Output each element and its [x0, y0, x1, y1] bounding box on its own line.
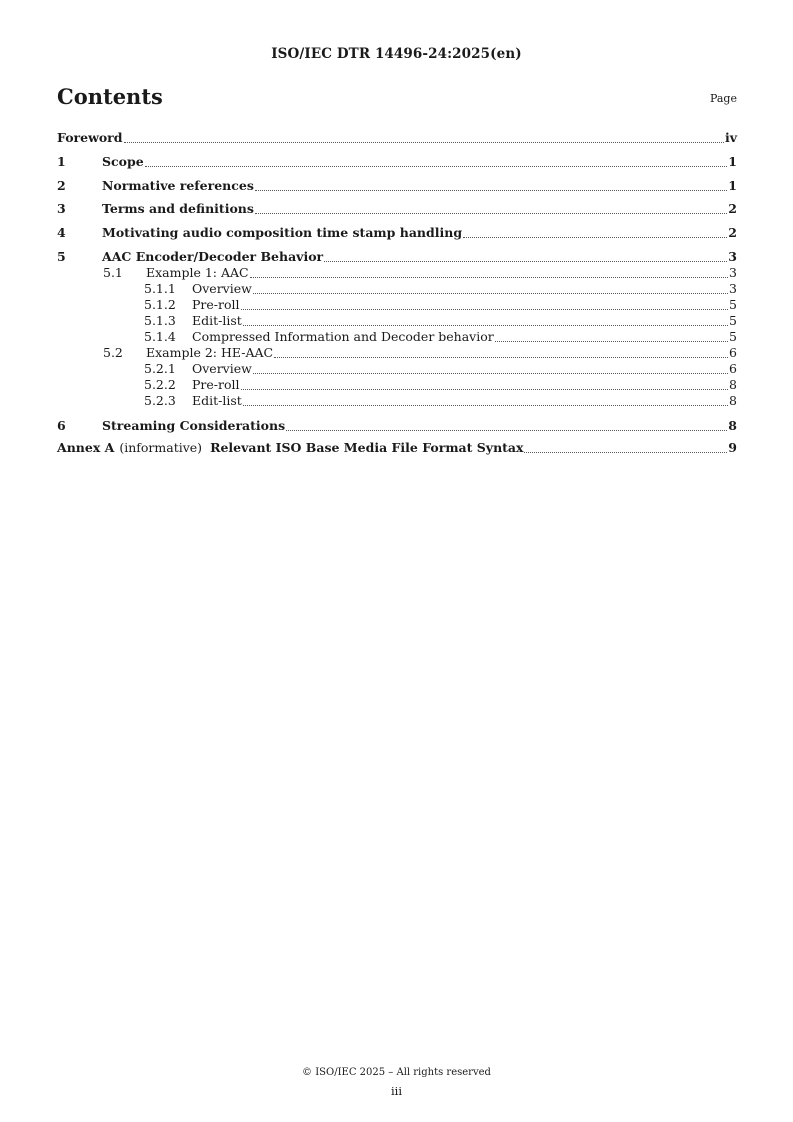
- toc-label: Pre-roll: [192, 377, 240, 392]
- toc-entry-aac-behavior[interactable]: [57, 249, 737, 265]
- toc-label: Overview: [192, 281, 252, 296]
- leader-dots: [255, 213, 727, 214]
- toc-number: 5.2.2: [144, 377, 176, 392]
- toc-page-number: 3: [729, 265, 737, 280]
- toc-page-number: 8: [729, 393, 737, 408]
- toc-label: Compressed Information and Decoder behavior: [192, 329, 494, 344]
- toc-label: Example 1: AAC: [146, 265, 249, 280]
- toc-number: 5.1: [103, 265, 123, 280]
- contents-title-row: [57, 84, 737, 114]
- toc-label: AAC Encoder/Decoder Behavior: [102, 249, 324, 264]
- toc-label: Motivating audio composition time stamp handling: [102, 225, 463, 240]
- leader-dots: [253, 373, 728, 374]
- leader-dots: [243, 325, 728, 326]
- toc-entry-5-1-2-pre-roll[interactable]: [57, 297, 737, 313]
- leader-dots: [253, 293, 728, 294]
- toc-number: 5.1.2: [144, 297, 176, 312]
- leader-dots: [324, 261, 727, 262]
- toc-page-number: 5: [729, 297, 737, 312]
- toc-number: 5.1.4: [144, 329, 176, 344]
- toc-number: 5.2: [103, 345, 123, 360]
- leader-dots: [241, 309, 729, 310]
- toc-label: Example 2: HE-AAC: [146, 345, 274, 360]
- toc-page-number: 6: [729, 345, 737, 360]
- toc-number: 5.2.3: [144, 393, 176, 408]
- toc-number: 5.1.1: [144, 281, 176, 296]
- page-title: Contents: [57, 84, 163, 109]
- leader-dots: [274, 357, 728, 358]
- toc-number: 1: [57, 154, 66, 169]
- leader-dots: [495, 341, 728, 342]
- toc-entry-motivating[interactable]: [57, 225, 737, 241]
- toc-label: Relevant ISO Base Media File Format Syntax: [210, 440, 524, 455]
- toc-page-number: 9: [728, 440, 737, 455]
- toc-entry-normative-references[interactable]: [57, 178, 737, 194]
- toc-number: 4: [57, 225, 66, 240]
- toc-number: 5.1.3: [144, 313, 176, 328]
- toc-label: Streaming Considerations: [102, 418, 286, 433]
- toc-label: Edit-list: [192, 313, 242, 328]
- toc-entry-5-2-2-pre-roll[interactable]: [57, 377, 737, 393]
- toc-label: Normative references: [102, 178, 254, 193]
- toc-entry-foreword[interactable]: [57, 130, 737, 146]
- toc-page-number: 5: [729, 329, 737, 344]
- toc-page-number: 8: [728, 418, 737, 433]
- toc-annex-informative: (informative): [119, 440, 203, 455]
- toc-number: 6: [57, 418, 66, 433]
- toc-entry-5-1-1-overview[interactable]: [57, 281, 737, 297]
- page-number: iii: [390, 1084, 403, 1098]
- toc-entry-example-1-aac[interactable]: [57, 265, 737, 281]
- toc-page-number: 8: [729, 377, 737, 392]
- toc-page-number: iv: [724, 130, 737, 145]
- leader-dots: [145, 166, 728, 167]
- leader-dots: [250, 277, 728, 278]
- leader-dots: [524, 452, 727, 453]
- leader-dots: [255, 190, 727, 191]
- toc-entry-streaming[interactable]: [57, 418, 737, 434]
- toc-entry-5-2-3-edit-list[interactable]: [57, 393, 737, 409]
- toc-number: 3: [57, 201, 66, 216]
- toc-page-number: 6: [729, 361, 737, 376]
- toc-page-number: 5: [729, 313, 737, 328]
- toc-label: Edit-list: [192, 393, 242, 408]
- toc-label: Terms and definitions: [102, 201, 254, 216]
- toc-page-number: 1: [728, 154, 737, 169]
- copyright-footer: © ISO/IEC 2025 – All rights reserved: [302, 1067, 491, 1078]
- page-column-label: Page: [709, 92, 737, 105]
- leader-dots: [241, 389, 729, 390]
- toc-entry-5-1-3-edit-list[interactable]: [57, 313, 737, 329]
- toc-number: 5: [57, 249, 66, 264]
- toc-entry-example-2-he-aac[interactable]: [57, 345, 737, 361]
- toc-annex-prefix: Annex A: [57, 440, 115, 455]
- toc-page-number: 2: [728, 225, 737, 240]
- toc-label: Overview: [192, 361, 252, 376]
- toc-page-number: 3: [728, 249, 737, 264]
- toc-number: 5.2.1: [144, 361, 176, 376]
- toc-label: Pre-roll: [192, 297, 240, 312]
- leader-dots: [243, 405, 728, 406]
- toc-label: Scope: [102, 154, 144, 169]
- leader-dots: [124, 142, 724, 143]
- toc-label: Foreword: [57, 130, 123, 145]
- toc-page-number: 3: [729, 281, 737, 296]
- toc-entry-5-2-1-overview[interactable]: [57, 361, 737, 377]
- leader-dots: [286, 430, 727, 431]
- toc-entry-scope[interactable]: [57, 154, 737, 170]
- document-id-header: ISO/IEC DTR 14496-24:2025(en): [271, 46, 522, 62]
- toc-page-number: 2: [728, 201, 737, 216]
- toc-entry-annex-a[interactable]: [57, 440, 737, 456]
- toc-entry-terms-definitions[interactable]: [57, 201, 737, 217]
- toc-page-number: 1: [728, 178, 737, 193]
- toc-number: 2: [57, 178, 66, 193]
- toc-entry-5-1-4-compressed-info[interactable]: [57, 329, 737, 345]
- leader-dots: [463, 237, 727, 238]
